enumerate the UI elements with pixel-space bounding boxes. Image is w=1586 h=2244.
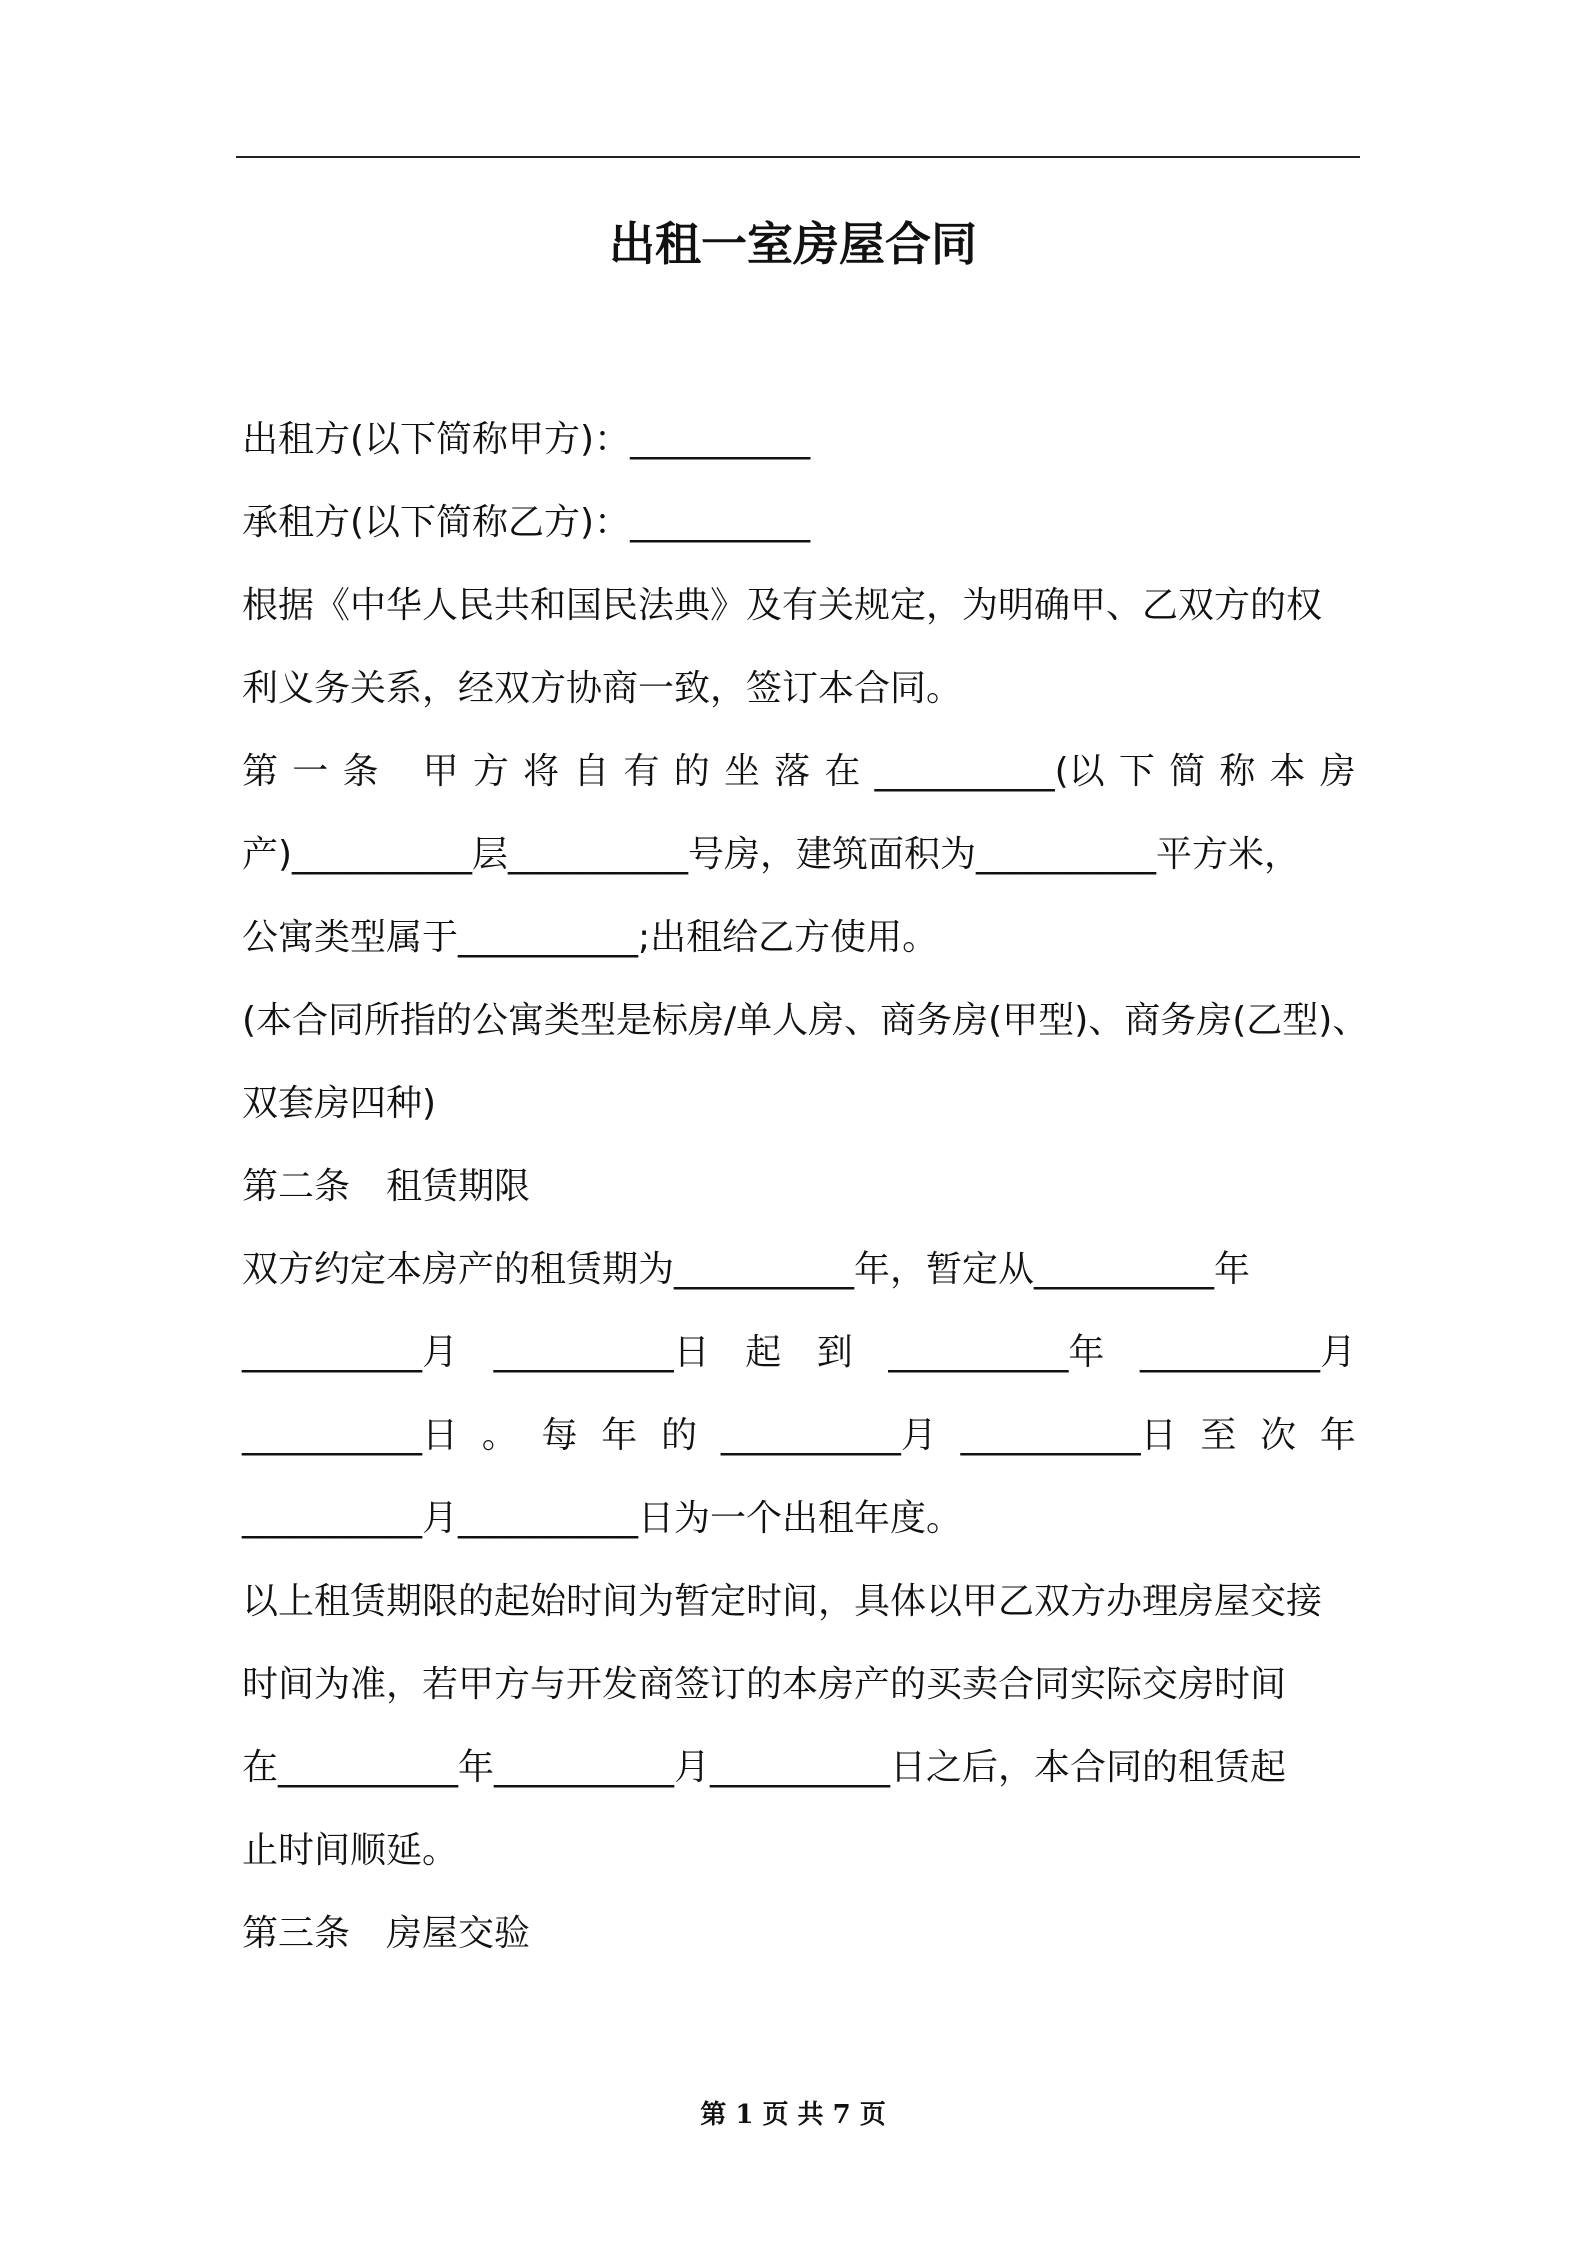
justified-token: __________月: [242, 1332, 459, 1373]
justified-token: __________(以: [874, 751, 1105, 792]
justified-token: 第: [242, 751, 279, 792]
justified-token: 落: [774, 751, 811, 792]
justified-token: __________月: [1139, 1332, 1356, 1373]
justified-token: __________日: [960, 1415, 1177, 1456]
article2-para-line-1: 以上租赁期限的起始时间为暂定时间，具体以甲乙双方办理房屋交接: [242, 1581, 1323, 1622]
justified-token: 下: [1118, 751, 1155, 792]
article1-line-3: 公寓类型属于__________;出租给乙方使用。: [242, 917, 939, 958]
justified-token: 坐: [723, 751, 760, 792]
justified-token: 次: [1260, 1415, 1297, 1456]
article3-heading: 第三条 房屋交验: [242, 1913, 531, 1954]
preamble-line-2: 利义务关系，经双方协商一致，签订本合同。: [242, 668, 963, 709]
preamble-line-1: 根据《中华人民共和国民法典》及有关规定，为明确甲、乙双方的权: [242, 585, 1323, 626]
header-rule: [236, 156, 1360, 158]
justified-token: 简: [1169, 751, 1206, 792]
justified-token: 每: [541, 1415, 578, 1456]
justified-token: 一: [292, 751, 329, 792]
justified-token: 条: [342, 751, 379, 792]
article2-para-line-4: 止时间顺延。: [242, 1830, 459, 1871]
justified-token: 甲: [422, 751, 459, 792]
article1-note-line-1: (本合同所指的公寓类型是标房/单人房、商务房(甲型)、商务房(乙型)、: [242, 1000, 1369, 1041]
justified-token: 有: [623, 751, 660, 792]
justified-token: 将: [523, 751, 560, 792]
article2-line-1: 双方约定本房产的租赁期为__________年，暂定从__________年: [242, 1249, 1251, 1290]
article1-line-1: [242, 742, 1356, 802]
justified-token: 方: [472, 751, 509, 792]
justified-token: __________月: [720, 1415, 937, 1456]
justified-token: 年: [1319, 1415, 1356, 1456]
justified-token: 年: [601, 1415, 638, 1456]
justified-token: 。: [481, 1415, 518, 1456]
justified-token: 称: [1219, 751, 1256, 792]
party-b-line: 承租方(以下简称乙方)：__________: [242, 502, 811, 543]
article2-para-line-3: 在__________年__________月__________日之后，本合同的租赁起: [242, 1747, 1287, 1788]
article2-line-4: __________月__________日为一个出租年度。: [242, 1498, 963, 1539]
justified-token: 到: [816, 1332, 853, 1373]
justified-token: 房: [1319, 751, 1356, 792]
justified-token: 的: [661, 1415, 698, 1456]
article1-line-2: 产)__________层__________号房，建筑面积为__________平方米，: [242, 834, 1301, 875]
justified-token: 在: [824, 751, 861, 792]
article2-heading: 第二条 租赁期限: [242, 1166, 531, 1207]
justified-token: 起: [745, 1332, 782, 1373]
justified-token: 至: [1200, 1415, 1237, 1456]
justified-token: __________年: [888, 1332, 1105, 1373]
justified-token: 本: [1269, 751, 1306, 792]
justified-token: __________日: [242, 1415, 459, 1456]
justified-token: __________日: [493, 1332, 710, 1373]
article2-line-2: [242, 1323, 1356, 1383]
party-a-line: 出租方(以下简称甲方)：__________: [242, 419, 811, 460]
justified-token: 的: [673, 751, 710, 792]
justified-token: 自: [573, 751, 610, 792]
article2-para-line-2: 时间为准，若甲方与开发商签订的本房产的买卖合同实际交房时间: [242, 1664, 1287, 1705]
page-number: 第 1 页 共 7 页: [700, 2100, 886, 2130]
article1-note-line-2: 双套房四种): [242, 1083, 437, 1124]
article2-line-3: [242, 1406, 1356, 1466]
document-title: 出租一室房屋合同: [609, 217, 977, 271]
